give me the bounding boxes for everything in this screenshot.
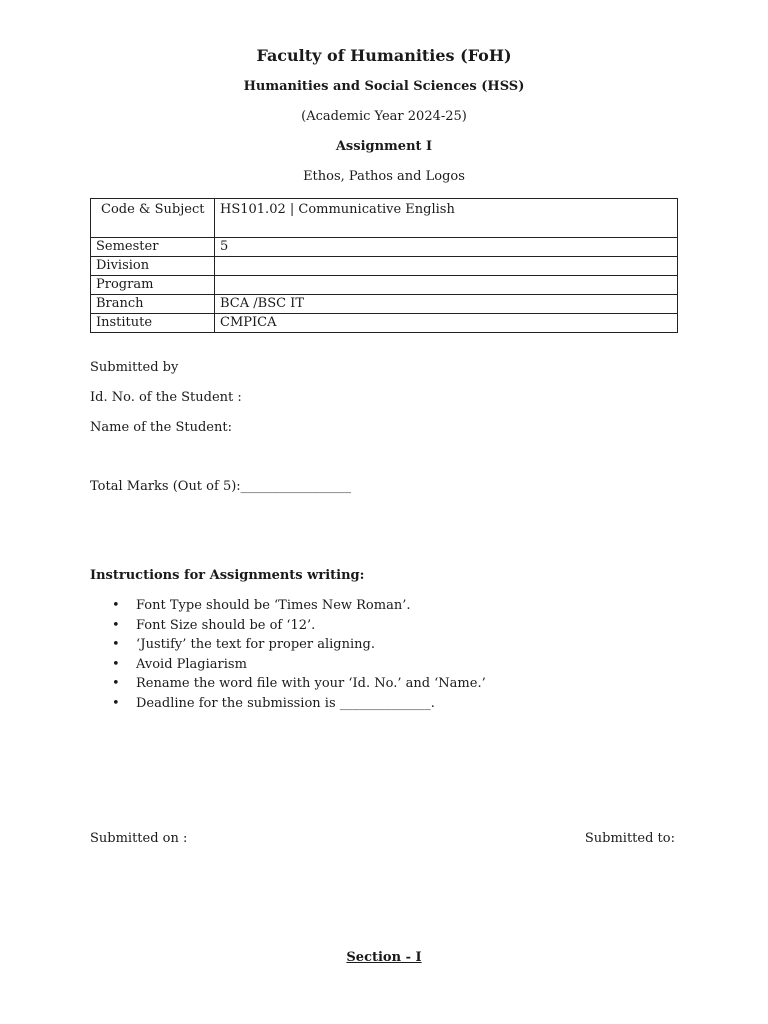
bullet-icon: • (112, 637, 120, 653)
table-row (91, 199, 678, 238)
table-key-cell: Program (91, 276, 215, 295)
instructions-heading: Instructions for Assignments writing: (90, 568, 365, 583)
instruction-text: Deadline for the submission is ______________. (136, 695, 435, 711)
student-name-label: Name of the Student: (90, 420, 232, 435)
bullet-icon: • (112, 617, 120, 633)
bullet-icon: • (112, 656, 120, 672)
list-item (90, 656, 486, 676)
submitted-on-label: Submitted on : (90, 831, 188, 846)
table-row (91, 276, 678, 295)
section-heading: Section - I (346, 950, 422, 965)
list-item (90, 617, 486, 637)
instruction-text: Avoid Plagiarism (136, 656, 247, 672)
instruction-text: Font Type should be ‘Times New Roman’. (136, 598, 411, 613)
assignment-title: Assignment I (335, 139, 433, 154)
course-info-table (90, 198, 678, 333)
submitted-to-label: Submitted to: (584, 831, 675, 846)
table-value-cell: 5 (215, 238, 678, 257)
bullet-icon: • (112, 598, 120, 613)
submitted-by-label: Submitted by (90, 360, 179, 375)
list-item (90, 597, 486, 617)
faculty-title: Faculty of Humanities (FoH) (256, 46, 512, 65)
list-item (90, 695, 486, 715)
instruction-text: Font Size should be of ‘12’. (136, 617, 316, 633)
assignment-topic: Ethos, Pathos and Logos (303, 169, 465, 184)
academic-year: (Academic Year 2024-25) (301, 109, 467, 124)
table-value-cell: BCA /BSC IT (215, 295, 678, 314)
list-item (90, 636, 486, 656)
student-id-label: Id. No. of the Student : (90, 390, 242, 405)
instructions-list (90, 597, 486, 715)
table-key-cell: Institute (91, 314, 215, 333)
table-value-cell (215, 276, 678, 295)
table-key-cell: Division (91, 257, 215, 276)
table-row (91, 295, 678, 314)
table-key-cell: Semester (91, 238, 215, 257)
table-row (91, 238, 678, 257)
table-key-cell: Code & Subject (91, 199, 215, 238)
instruction-text: ‘Justify’ the text for proper aligning. (136, 637, 375, 653)
table-value-cell (215, 257, 678, 276)
bullet-icon: • (112, 676, 120, 692)
list-item (90, 675, 486, 695)
table-value-cell: CMPICA (215, 314, 678, 333)
table-key-cell: Branch (91, 295, 215, 314)
instruction-text: Rename the word file with your ‘Id. No.’ and ‘Name.’ (136, 676, 486, 692)
table-value-cell: HS101.02 | Communicative English (215, 199, 678, 238)
table-row (91, 314, 678, 333)
table-row (91, 257, 678, 276)
bullet-icon: • (112, 695, 120, 711)
department-title: Humanities and Social Sciences (HSS) (243, 79, 525, 94)
total-marks-label: Total Marks (Out of 5):_________________ (90, 479, 352, 494)
